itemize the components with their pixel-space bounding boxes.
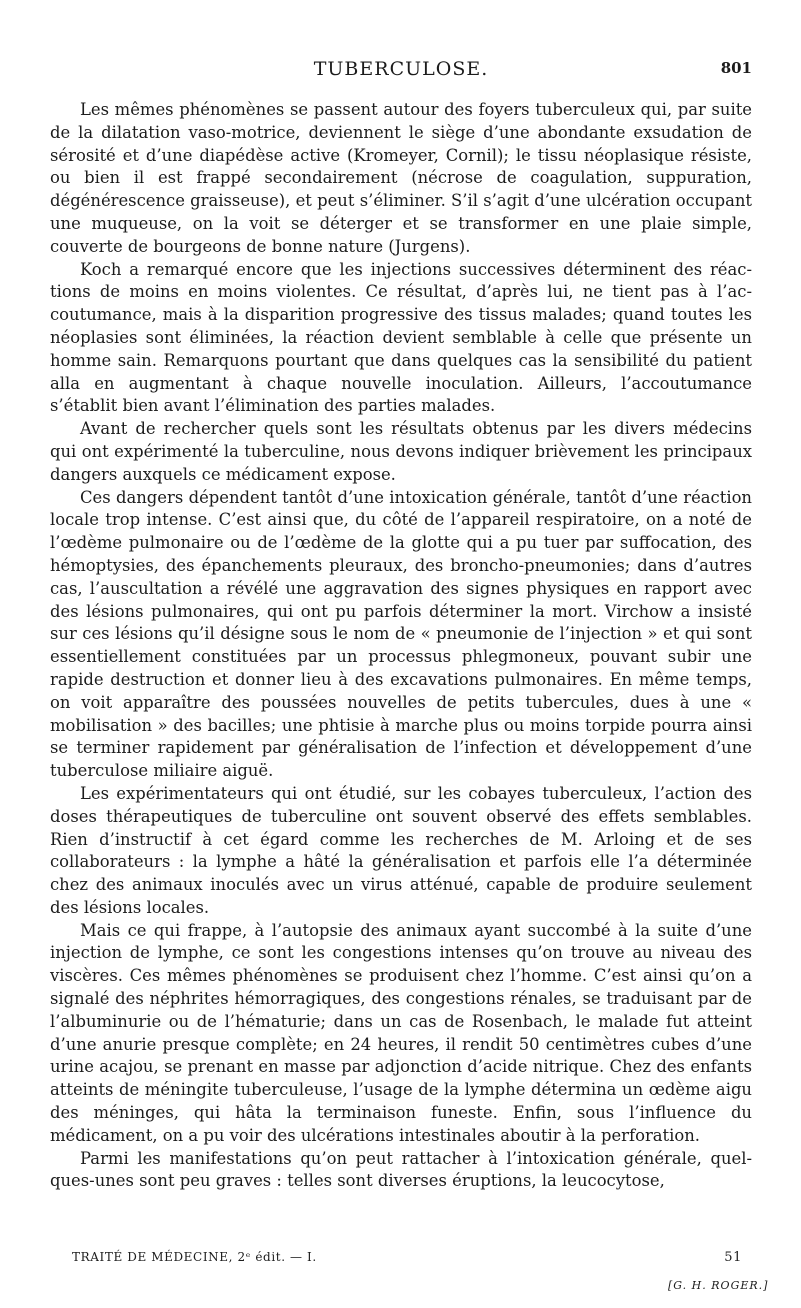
paragraph: Les mêmes phénomènes se passent autour des foyers tuberculeux qui, par suite de la dilatation vaso-motrice, deviennent le siège d’une abondante exsudation de sérosité et d’une diapédèse active (Kromeyer, Cornil); le tissu néoplasique résiste, ou bien il est frappé secondairement (nécrose de coagulation, suppuration, dégénérescence graisseuse), et peut s’éliminer. S’il s’agit d’une ulcération occupant une muqueuse, on la voit se déterger et se transformer en une plaie simple, couverte de bourgeons de bonne nature (Jurgens). [50, 100, 752, 256]
author-signature: [G. H. ROGER.] [668, 1279, 769, 1292]
paragraph: Koch a remarqué encore que les injections successives déterminent des réactions de moins en moins violentes. Ce résultat, d’après lui, ne tient pas à l’accoutumance, mais à la disparition progressive des tissus malades; quand toutes les néoplasies sont éliminées, la réaction devient semblable à celle que présente un homme sain. Remarquons pourtant que dans quelques cas la sensibilité du patient alla en augmentant à chaque nouvelle inoculation. Ailleurs, l’accoutumance s’établit bien avant l’élimination des parties malades. [50, 259, 752, 416]
paragraph: Mais ce qui frappe, à l’autopsie des animaux ayant succombé à la suite d’une injection de lymphe, ce sont les congestions intenses qu’on trouve au niveau des viscères. Ces mêmes phénomènes se produisent chez l’homme. C’est ainsi qu’on a signalé des néphrites hémorragiques, des congestions rénales, se traduisant par de l’albuminurie ou de l’hématurie; dans un cas de Rosenbach, le malade fut atteint d’une anurie presque complète; en 24 heures, il rendit 50 centimètres cubes d’une urine acajou, se prenant en masse par adjonction d’acide nitrique. Chez des enfants atteints de méningite tuberculeuse, l’usage de la lymphe détermina un œdème aigu des méninges, qui hâta la terminaison funeste. Enfin, sous l’influence du médicament, on a pu voir des ulcérations intestinales aboutir à la perforation. [50, 920, 752, 1145]
body-text [50, 99, 752, 1193]
running-header [50, 58, 752, 84]
footer-book-title: TRAITÉ DE MÉDECINE, 2ᵉ édit. — I. [72, 1250, 317, 1264]
page-number: 801 [720, 59, 752, 77]
paragraph: Ces dangers dépendent tantôt d’une intoxication générale, tantôt d’une réaction locale trop intense. C’est ainsi que, du côté de l’appareil respiratoire, on a noté de l’œdème pulmonaire ou de l’œdème de la glotte qui a pu tuer par suffocation, des hémoptysies, des épanchements pleuraux, des broncho-pneumonies; dans d’autres cas, l’auscultation a révélé une aggravation des signes physiques en rapport avec des lésions pulmonaires, qui ont pu parfois déterminer la mort. Virchow a insisté sur ces lésions qu’il désigne sous le nom de « pneumonie de l’injection » et qui sont essentiellement constituées par un processus phlegmoneux, pouvant subir une rapide destruction et donner lieu à des excavations pulmonaires. En même temps, on voit apparaître des poussées nouvelles de petits tubercules, dues à une « mobilisation » des bacilles; une phtisie à marche plus ou moins torpide pourra ainsi se terminer rapidement par généralisation de l’infection et développement d’une tuberculose miliaire aiguë. [50, 487, 752, 781]
signature-mark: 51 [724, 1250, 742, 1265]
footer [72, 1250, 742, 1270]
paragraph: Parmi les manifestations qu’on peut rattacher à l’intoxication générale, quelques-unes sont peu graves : telles sont diverses éruptions, la leucocytose, [50, 1148, 752, 1191]
header-title: TUBERCULOSE. [313, 58, 489, 80]
paragraph: Avant de rechercher quels sont les résultats obtenus par les divers médecins qui ont expérimenté la tuberculine, nous devons indiquer brièvement les principaux dangers auxquels ce médicament expose. [50, 419, 752, 484]
paragraph: Les expérimentateurs qui ont étudié, sur les cobayes tuberculeux, l’action des doses thérapeutiques de tuberculine ont souvent observé des effets semblables. Rien d’instructif à cet égard comme les recherches de M. Arloing et de ses collaborateurs : la lymphe a hâté la généralisation et parfois elle l’a déterminée chez des animaux inoculés avec un virus atténué, capable de produire seulement des lésions locales. [50, 783, 752, 917]
